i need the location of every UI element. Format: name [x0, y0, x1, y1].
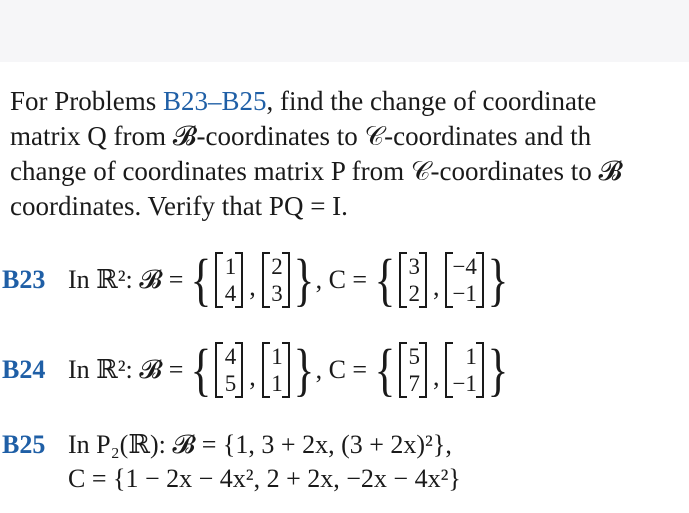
problem-statement-line-1: In P₂(ℝ): 𝓑 = {1, 3 + 2x, (3 + 2x)²}, [68, 430, 452, 459]
basis-c-vector-1: 3 2 [399, 252, 427, 308]
problem-range-link[interactable]: B23–B25 [163, 86, 267, 116]
problem-b24 [0, 330, 689, 410]
problem-instructions [10, 84, 689, 224]
basis-c-vector-2: −4 −1 [445, 252, 483, 308]
close-brace: } [293, 337, 315, 402]
open-brace: { [374, 337, 396, 402]
open-brace: { [190, 337, 212, 402]
close-brace: } [487, 247, 509, 312]
problem-b23 [0, 240, 689, 320]
instruction-line-3: change of coordinates matrix P from 𝒞-coordinates to 𝓑 [10, 156, 623, 186]
basis-b-vector-2: 2 3 [262, 252, 290, 308]
problem-number: B25 [2, 430, 46, 459]
instruction-line-2: matrix Q from 𝓑-coordinates to 𝒞-coordinates and th [10, 121, 592, 151]
basis-b-vector-1: 4 5 [215, 342, 243, 398]
basis-b-vector-1: 1 4 [215, 252, 243, 308]
problem-statement: In ℝ²: 𝓑 = { 1 4 , 2 3 } , C = { 3 2 , −4 −1 } [68, 247, 509, 312]
basis-c-vector-1: 5 7 [399, 342, 427, 398]
problem-statement: In ℝ²: 𝓑 = { 4 5 , 1 1 } , C = { 5 7 , 1 −1 } [68, 337, 509, 402]
problem-number: B24 [2, 355, 46, 384]
open-brace: { [190, 247, 212, 312]
instruction-line-1: For Problems B23–B25, find the change of coordinate [10, 86, 597, 116]
close-brace: } [487, 337, 509, 402]
top-bar [0, 0, 689, 62]
problem-number: B23 [2, 265, 46, 294]
instruction-line-4: coordinates. Verify that PQ = I. [10, 191, 348, 221]
close-brace: } [293, 247, 315, 312]
basis-c-vector-2: 1 −1 [445, 342, 483, 398]
problem-b25 [0, 428, 689, 498]
problem-statement-line-2: C = {1 − 2x − 4x², 2 + 2x, −2x − 4x²} [68, 464, 461, 493]
open-brace: { [374, 247, 396, 312]
basis-b-vector-2: 1 1 [262, 342, 290, 398]
